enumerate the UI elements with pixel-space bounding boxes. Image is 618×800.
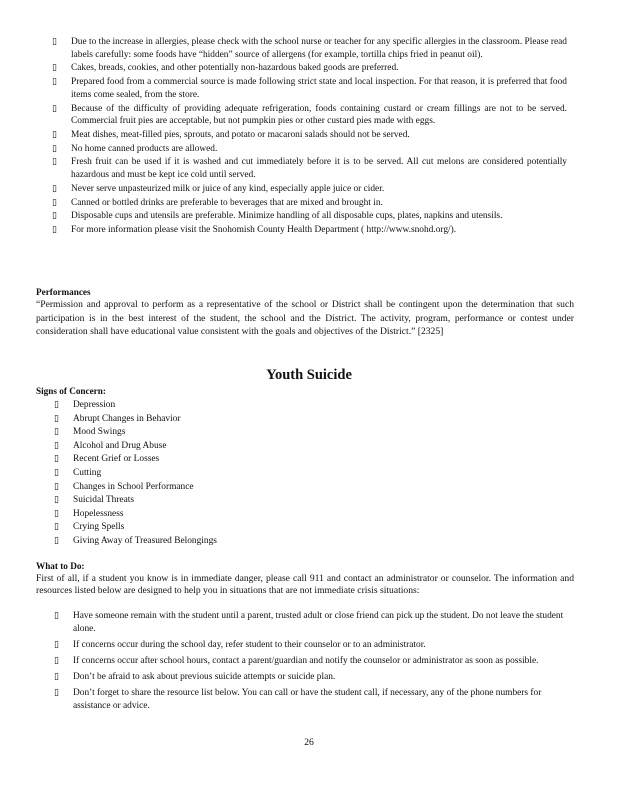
list-item-text: Disposable cups and utensils are preferable. Minimize handling of all disposable cups, plates, napkins and utensils.: [71, 211, 503, 222]
bullet-icon: ▯: [54, 655, 59, 666]
bullet-icon: ▯: [54, 611, 59, 621]
list-item: [52, 103, 567, 128]
list-item: [54, 671, 569, 684]
bullet-icon: ▯: [52, 197, 57, 208]
bullet-icon: ▯: [54, 427, 59, 438]
list-item: [54, 426, 217, 440]
list-item-text: If concerns occur during the school day, refer student to their counselor or to an administrator.: [73, 639, 426, 650]
page-number: 26: [304, 737, 314, 748]
bullet-icon: ▯: [54, 495, 59, 506]
bullet-icon: ▯: [52, 143, 57, 154]
list-item-text: Recent Grief or Losses: [73, 454, 160, 465]
list-item-text: Don’t forget to share the resource list below. You can call or have the student call, if necessary, any of the phone numbers for assistance or advice.: [73, 688, 542, 711]
list-item-text: Don’t be afraid to ask about previous suicide attempts or suicide plan.: [73, 672, 336, 683]
list-item: [54, 481, 217, 495]
bullet-icon: ▯: [52, 129, 57, 140]
bullet-icon: ▯: [54, 481, 59, 492]
bullet-icon: ▯: [52, 211, 57, 222]
bullet-icon: ▯: [54, 413, 59, 424]
bullet-icon: ▯: [52, 157, 57, 168]
list-item: [52, 36, 567, 61]
signs-of-concern-list: [54, 399, 217, 549]
list-item-text: Canned or bottled drinks are preferable to beverages that are mixed and brought in.: [71, 197, 383, 208]
list-item-text: Abrupt Changes in Behavior: [73, 413, 181, 424]
list-item-text: For more information please visit the Snohomish County Health Department ( http://www.snohd.org/).: [71, 225, 457, 236]
what-to-do-heading: What to Do:: [36, 561, 85, 571]
list-item: [52, 210, 567, 223]
list-item: [54, 639, 569, 652]
bullet-icon: ▯: [54, 454, 59, 465]
list-item: [54, 413, 217, 427]
bullet-icon: ▯: [52, 77, 57, 88]
bullet-icon: ▯: [52, 183, 57, 194]
bullet-icon: ▯: [52, 103, 57, 114]
bullet-icon: ▯: [52, 63, 57, 74]
list-item: [54, 399, 217, 413]
list-item: [52, 183, 567, 196]
list-item: [52, 197, 567, 210]
what-to-do-intro: First of all, if a student you know is in immediate danger, please call 911 and contact an administrator or counselor. The information and resources listed below are designed to help you in situations that are not immediate crisis situations:: [36, 573, 574, 597]
list-item: [52, 224, 567, 237]
list-item-text: Fresh fruit can be used if it is washed and cut immediately before it is to be served. All cut melons are considered potentially hazardous and must be kept ice cold until served.: [71, 157, 567, 181]
bullet-icon: ▯: [54, 400, 59, 410]
list-item-text: Changes in School Performance: [73, 481, 194, 492]
list-item-text: Cakes, breads, cookies, and other potentially non-hazardous baked goods are preferred.: [71, 63, 399, 74]
list-item: [54, 453, 217, 467]
list-item: [54, 467, 217, 481]
bullet-icon: ▯: [54, 535, 59, 546]
list-item: [54, 494, 217, 508]
performances-paragraph: “Permission and approval to perform as a representative of the school or District shall be contingent upon the determination that such participation is in the best interest of the student, the school and the District. The activity, program, performance or contest under consideration shall have educational value consistent with the goals and objectives of the District.” [2325]: [36, 299, 574, 337]
list-item: [52, 129, 567, 142]
list-item-text: Mood Swings: [73, 427, 126, 438]
list-item: [54, 521, 217, 535]
list-item: [54, 508, 217, 522]
list-item: [54, 535, 217, 549]
list-item-text: If concerns occur after school hours, contact a parent/guardian and notify the counselor or administrator as soon as possible.: [73, 655, 539, 666]
list-item: [52, 143, 567, 156]
list-item: [54, 655, 569, 668]
list-item-text: Suicidal Threats: [73, 495, 135, 506]
signs-of-concern-heading: Signs of Concern:: [36, 386, 106, 396]
list-item-text: Depression: [73, 400, 116, 410]
list-item: [52, 76, 567, 101]
list-item: [54, 610, 569, 635]
bullet-icon: ▯: [54, 440, 59, 451]
list-item-text: Because of the difficulty of providing adequate refrigeration, foods containing custard or cream fillings are not to be served. Commercial fruit pies are acceptable, but not pumpkin pies or other custard pies made with eggs.: [71, 103, 567, 127]
bullet-icon: ▯: [54, 508, 59, 519]
list-item-text: Alcohol and Drug Abuse: [73, 440, 167, 451]
list-item: [52, 156, 567, 181]
youth-suicide-title: Youth Suicide: [266, 367, 352, 383]
list-item-text: Meat dishes, meat-filled pies, sprouts, and potato or macaroni salads should not be served.: [71, 129, 410, 140]
list-item: [54, 687, 569, 712]
list-item: [54, 440, 217, 454]
food-allergy-guidelines-list: [52, 36, 567, 238]
list-item-text: Never serve unpasteurized milk or juice of any kind, especially apple juice or cider.: [71, 183, 385, 194]
bullet-icon: ▯: [52, 225, 57, 236]
list-item-text: Crying Spells: [73, 522, 125, 533]
bullet-icon: ▯: [54, 639, 59, 650]
list-item-text: Due to the increase in allergies, please check with the school nurse or teacher for any specific allergies in the classroom. Please read labels carefully: some foods have “hidden” source of allergens (for example, tortilla chips fried in peanut oil).: [71, 37, 567, 60]
list-item-text: Cutting: [73, 467, 102, 478]
what-to-do-list: [54, 610, 569, 716]
bullet-icon: ▯: [54, 688, 59, 699]
bullet-icon: ▯: [54, 672, 59, 683]
bullet-icon: ▯: [54, 467, 59, 478]
performances-heading: Performances: [36, 287, 91, 297]
bullet-icon: ▯: [52, 37, 57, 47]
list-item-text: Prepared food from a commercial source is made following strict state and local inspection. For that reason, it is preferred that food items come sealed, from the store.: [71, 77, 567, 100]
list-item-text: Giving Away of Treasured Belongings: [73, 535, 217, 546]
bullet-icon: ▯: [54, 522, 59, 533]
list-item-text: Have someone remain with the student until a parent, trusted adult or close friend can pick up the student. Do not leave the student alone.: [73, 611, 564, 634]
list-item-text: No home canned products are allowed.: [71, 143, 218, 154]
list-item-text: Hopelessness: [73, 508, 124, 519]
list-item: [52, 62, 567, 75]
